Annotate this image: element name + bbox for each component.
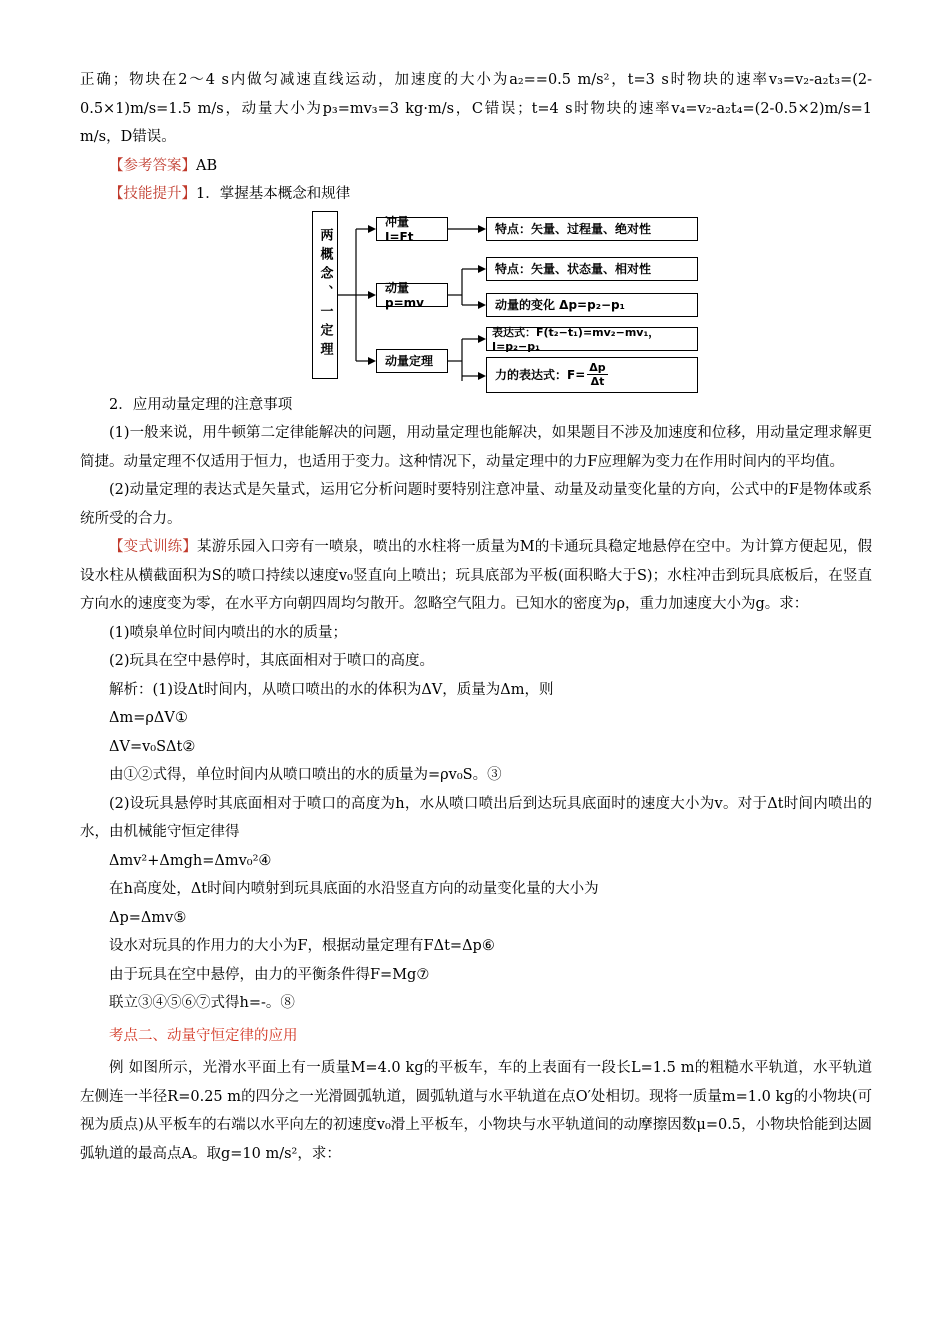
example-problem: 例 如图所示，光滑水平面上有一质量M=4.0 kg的平板车，车的上表面有一段长L=1.5 m的粗糙水平轨道，水平轨道左侧连一半径R=0.25 m的四分之一光滑圆弧轨道，圆弧轨道与水平轨道在点O′处相切。现将一质量m=1.0 kg的小物块(可视为质点)从平板车的右端以水平向左的初速度v₀滑上平板车，小物块与水平轨道间的动摩擦因数μ=0.5，小物块恰能到达圆弧轨道的最高点A。取g=10 m/s²，求： bbox=[80, 1060, 872, 1162]
force-expression-box bbox=[486, 357, 698, 393]
answer-tag: 【参考答案】 bbox=[109, 157, 196, 174]
solution-step-7: 联立③④⑤⑥⑦式得h=-。⑧ bbox=[109, 995, 295, 1011]
force-fraction bbox=[587, 361, 607, 388]
equation-4: Δmv²+Δmgh=Δmv₀²④ bbox=[109, 852, 272, 869]
impulse-feature-box: 特点：矢量、过程量、绝对性 bbox=[486, 217, 698, 241]
solution-step-3: (2)设玩具悬停时其底面相对于喷口的高度为h，水从喷口喷出后到达玩具底面时的速度大小为v。对于Δt时间内喷出的水，由机械能守恒定律得 bbox=[80, 795, 872, 840]
force-expression-label: 力的表达式：F= bbox=[495, 368, 586, 382]
section-2-title: 2．应用动量定理的注意事项 bbox=[109, 396, 293, 413]
skill-text: 1．掌握基本概念和规律 bbox=[196, 186, 351, 202]
solution-step-6: 由于玩具在空中悬停，由力的平衡条件得F=Mg⑦ bbox=[109, 966, 430, 983]
momentum-change-box: 动量的变化 Δp=p₂−p₁ bbox=[486, 293, 698, 317]
question-1: (1)喷泉单位时间内喷出的水的质量； bbox=[109, 624, 348, 641]
impulse-box: 冲量 I=Ft bbox=[376, 217, 448, 241]
question-2: (2)玩具在空中悬停时，其底面相对于喷口的高度。 bbox=[109, 653, 435, 669]
equation-2: ΔV=v₀SΔt② bbox=[109, 738, 196, 755]
variant-tag: 【变式训练】 bbox=[109, 539, 198, 555]
paragraph-continuation: 正确；物块在2～4 s内做匀减速直线运动，加速度的大小为a₂==0.5 m/s²，t=3 s时物块的速率v₃=v₂-a₂t₃=(2-0.5×1)m/s=1.5 m/s，动量大小为p₃=mv₃=3 kg·m/s，C错误；t=4 s时物块的速率v₄=v₂-a₂t₄=(2-0.5×2)m/s=1 m/s，D错误。 bbox=[80, 72, 872, 145]
section-2-point-1: (1)一般来说，用牛顿第二定律能解决的问题，用动量定理也能解决，如果题目不涉及加速度和位移，用动量定理求解更简捷。动量定理不仅适用于恒力，也适用于变力。这种情况下，动量定理中的力F应理解为变力在作用时间内的平均值。 bbox=[80, 425, 872, 470]
momentum-feature-box: 特点：矢量、状态量、相对性 bbox=[486, 257, 698, 281]
document-page bbox=[80, 66, 872, 1168]
skill-tag: 【技能提升】 bbox=[109, 186, 196, 202]
answer-text: AB bbox=[196, 157, 218, 174]
expression-box: 表达式：F(t₂−t₁)=mv₂−mv₁，I=p₂−p₁ bbox=[486, 327, 698, 351]
equation-1: Δm=ρΔV① bbox=[109, 710, 188, 726]
variant-text: 某游乐园入口旁有一喷泉，喷出的水柱将一质量为M的卡通玩具稳定地悬停在空中。为计算方便起见，假设水柱从横截面积为S的喷口持续以速度v₀竖直向上喷出；玩具底部为平板(面积略大于S)；水柱冲击到玩具底板后，在竖直方向水的速度变为零，在水平方向朝四周均匀散开。忽略空气阻力。已知水的密度为ρ，重力加速度大小为g。求： bbox=[80, 539, 873, 612]
solution-step-2: 由①②式得，单位时间内从喷口喷出的水的质量为=ρv₀S。③ bbox=[109, 767, 502, 783]
fraction-denominator: Δt bbox=[590, 375, 605, 388]
key-point-2-heading: 考点二、动量守恒定律的应用 bbox=[109, 1027, 298, 1044]
solution-step-5: 设水对玩具的作用力的大小为F，根据动量定理有FΔt=Δp⑥ bbox=[109, 938, 495, 954]
solution-intro: 解析：(1)设Δt时间内，从喷口喷出的水的体积为ΔV，质量为Δm，则 bbox=[109, 681, 554, 698]
answer-line bbox=[80, 152, 872, 181]
variant-exercise bbox=[80, 533, 872, 619]
equation-5: Δp=Δmv⑤ bbox=[109, 909, 187, 926]
section-2-point-2: (2)动量定理的表达式是矢量式，运用它分析问题时要特别注意冲量、动量及动量变化量的方向，公式中的F是物体或系统所受的合力。 bbox=[80, 482, 872, 527]
theorem-box: 动量定理 bbox=[376, 349, 448, 373]
solution-step-4: 在h高度处，Δt时间内喷射到玩具底面的水沿竖直方向的动量变化量的大小为 bbox=[109, 881, 599, 897]
diagram-root: 两概念、一定理 bbox=[312, 211, 338, 379]
momentum-box: 动量 p=mv bbox=[376, 283, 448, 307]
fraction-numerator: Δp bbox=[589, 361, 606, 374]
skill-line bbox=[80, 180, 872, 209]
